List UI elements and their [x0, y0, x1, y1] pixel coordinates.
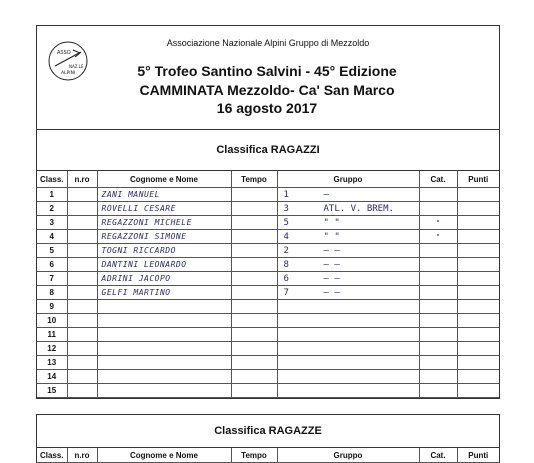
class-cell: 10 — [37, 314, 67, 328]
svg-text:ALPINI: ALPINI — [61, 71, 76, 76]
table-row — [37, 370, 499, 384]
class-cell: 7 — [37, 272, 67, 286]
time-cell — [231, 384, 277, 398]
class-cell: 9 — [37, 300, 67, 314]
table-row — [37, 244, 499, 258]
time-cell — [231, 188, 277, 202]
svg-text:NAZ.LE: NAZ.LE — [69, 64, 84, 69]
group-cell — [277, 230, 419, 244]
name-cell — [97, 328, 231, 342]
group-cell — [277, 314, 419, 328]
category-cell — [419, 286, 457, 300]
table-row — [37, 342, 499, 356]
group-number: 5 — [283, 217, 289, 228]
col-category: Cat. — [419, 448, 457, 463]
col-points: Punti — [457, 171, 499, 188]
col-group: Gruppo — [277, 448, 419, 463]
table-row — [37, 356, 499, 370]
group-cell — [277, 202, 419, 216]
table-row — [37, 230, 499, 244]
points-cell — [457, 216, 499, 230]
number-cell — [67, 342, 97, 356]
category-cell: " — [419, 216, 457, 230]
table-row — [37, 188, 499, 202]
points-cell — [457, 258, 499, 272]
group-cell — [277, 188, 419, 202]
number-cell — [67, 286, 97, 300]
results-sheet — [36, 25, 500, 462]
table-row — [37, 300, 499, 314]
name-cell: ZANI MANUEL — [97, 188, 231, 202]
class-cell: 1 — [37, 188, 67, 202]
category-cell — [419, 328, 457, 342]
group-note: — — [323, 189, 329, 200]
time-cell — [231, 258, 277, 272]
time-cell — [231, 356, 277, 370]
group-cell — [277, 286, 419, 300]
group-note: " " — [323, 217, 340, 228]
col-category: Cat. — [419, 171, 457, 188]
points-cell — [457, 384, 499, 398]
category-cell — [419, 258, 457, 272]
group-number: 1 — [283, 189, 289, 200]
class-cell: 3 — [37, 216, 67, 230]
sheet-header — [36, 25, 500, 130]
name-cell — [97, 300, 231, 314]
category-cell — [419, 356, 457, 370]
points-cell — [457, 230, 499, 244]
group-number: 8 — [283, 259, 289, 270]
group-cell — [277, 258, 419, 272]
group-cell — [277, 384, 419, 398]
class-cell: 6 — [37, 258, 67, 272]
group-cell — [277, 328, 419, 342]
results-table — [37, 171, 499, 398]
name-cell — [97, 314, 231, 328]
group-number: 7 — [283, 287, 289, 298]
time-cell — [231, 342, 277, 356]
table-row — [37, 258, 499, 272]
category-cell — [419, 384, 457, 398]
class-cell: 11 — [37, 328, 67, 342]
name-cell: ADRINI JACOPO — [97, 272, 231, 286]
points-cell — [457, 370, 499, 384]
name-cell: DANTINI LEONARDO — [97, 258, 231, 272]
col-points: Punti — [457, 448, 499, 463]
category-cell — [419, 314, 457, 328]
number-cell — [67, 216, 97, 230]
category-cell — [419, 300, 457, 314]
time-cell — [231, 328, 277, 342]
group-note: — — — [323, 245, 340, 256]
points-cell — [457, 272, 499, 286]
group-cell — [277, 342, 419, 356]
group-number: 2 — [283, 245, 289, 256]
name-cell: ROVELLI CESARE — [97, 202, 231, 216]
number-cell — [67, 328, 97, 342]
col-number: n.ro — [67, 171, 97, 188]
time-cell — [231, 244, 277, 258]
time-cell — [231, 230, 277, 244]
col-time: Tempo — [231, 448, 277, 463]
group-cell — [277, 216, 419, 230]
name-cell: GELFI MARTINO — [97, 286, 231, 300]
class-cell: 2 — [37, 202, 67, 216]
points-cell — [457, 244, 499, 258]
points-cell — [457, 300, 499, 314]
group-cell — [277, 244, 419, 258]
group-number: 4 — [283, 231, 289, 242]
name-cell — [97, 370, 231, 384]
group-note: ATL. V. BREM. — [323, 203, 394, 214]
col-class: Class. — [37, 448, 67, 463]
class-cell: 12 — [37, 342, 67, 356]
col-name: Cognome e Nome — [97, 171, 231, 188]
category-cell — [419, 370, 457, 384]
category-cell: " — [419, 230, 457, 244]
number-cell — [67, 244, 97, 258]
group-number: 6 — [283, 273, 289, 284]
table-row — [37, 384, 499, 398]
points-cell — [457, 286, 499, 300]
group-note: — — — [323, 273, 340, 284]
class-cell: 14 — [37, 370, 67, 384]
number-cell — [67, 230, 97, 244]
results-table — [37, 448, 499, 463]
number-cell — [67, 258, 97, 272]
section-ragazzi — [36, 129, 500, 399]
table-row — [37, 272, 499, 286]
points-cell — [457, 328, 499, 342]
table-header-row — [37, 448, 499, 463]
category-cell — [419, 188, 457, 202]
class-cell: 15 — [37, 384, 67, 398]
table-row — [37, 286, 499, 300]
number-cell — [67, 202, 97, 216]
table-row — [37, 202, 499, 216]
number-cell — [67, 188, 97, 202]
time-cell — [231, 286, 277, 300]
col-class: Class. — [37, 171, 67, 188]
category-cell — [419, 202, 457, 216]
number-cell — [67, 300, 97, 314]
number-cell — [67, 384, 97, 398]
col-name: Cognome e Nome — [97, 448, 231, 463]
number-cell — [67, 272, 97, 286]
name-cell — [97, 342, 231, 356]
number-cell — [67, 356, 97, 370]
time-cell — [231, 370, 277, 384]
number-cell — [67, 370, 97, 384]
section-title: Classifica RAGAZZI — [37, 130, 499, 171]
name-cell — [97, 384, 231, 398]
group-note: — — — [323, 287, 340, 298]
class-cell: 8 — [37, 286, 67, 300]
event-title: 5° Trofeo Santino Salvini - 45° Edizione — [137, 63, 397, 79]
alpini-logo-icon — [47, 40, 89, 82]
table-row — [37, 216, 499, 230]
name-cell — [97, 356, 231, 370]
class-cell: 4 — [37, 230, 67, 244]
points-cell — [457, 314, 499, 328]
table-row — [37, 328, 499, 342]
event-subtitle: CAMMINATA Mezzoldo- Ca' San Marco — [139, 82, 395, 98]
group-cell — [277, 356, 419, 370]
section-ragazze — [36, 414, 500, 463]
col-time: Tempo — [231, 171, 277, 188]
category-cell — [419, 272, 457, 286]
name-cell: REGAZZONI MICHELE — [97, 216, 231, 230]
col-group: Gruppo — [277, 171, 419, 188]
points-cell — [457, 356, 499, 370]
group-cell — [277, 300, 419, 314]
group-note: — — — [323, 259, 340, 270]
category-cell — [419, 244, 457, 258]
col-number: n.ro — [67, 448, 97, 463]
name-cell: TOGNI RICCARDO — [97, 244, 231, 258]
time-cell — [231, 202, 277, 216]
time-cell — [231, 272, 277, 286]
association-name: Associazione Nazionale Alpini Gruppo di Mezzoldo — [166, 38, 370, 48]
class-cell: 5 — [37, 244, 67, 258]
table-header-row — [37, 171, 499, 188]
points-cell — [457, 202, 499, 216]
points-cell — [457, 188, 499, 202]
time-cell — [231, 300, 277, 314]
number-cell — [67, 314, 97, 328]
svg-text:ASSO: ASSO — [57, 50, 71, 56]
event-date: 16 agosto 2017 — [216, 100, 318, 116]
class-cell: 13 — [37, 356, 67, 370]
name-cell: REGAZZONI SIMONE — [97, 230, 231, 244]
time-cell — [231, 216, 277, 230]
points-cell — [457, 342, 499, 356]
section-title: Classifica RAGAZZE — [37, 415, 499, 448]
category-cell — [419, 342, 457, 356]
group-cell — [277, 370, 419, 384]
group-number: 3 — [283, 203, 289, 214]
table-row — [37, 314, 499, 328]
group-cell — [277, 272, 419, 286]
time-cell — [231, 314, 277, 328]
group-note: " " — [323, 231, 340, 242]
